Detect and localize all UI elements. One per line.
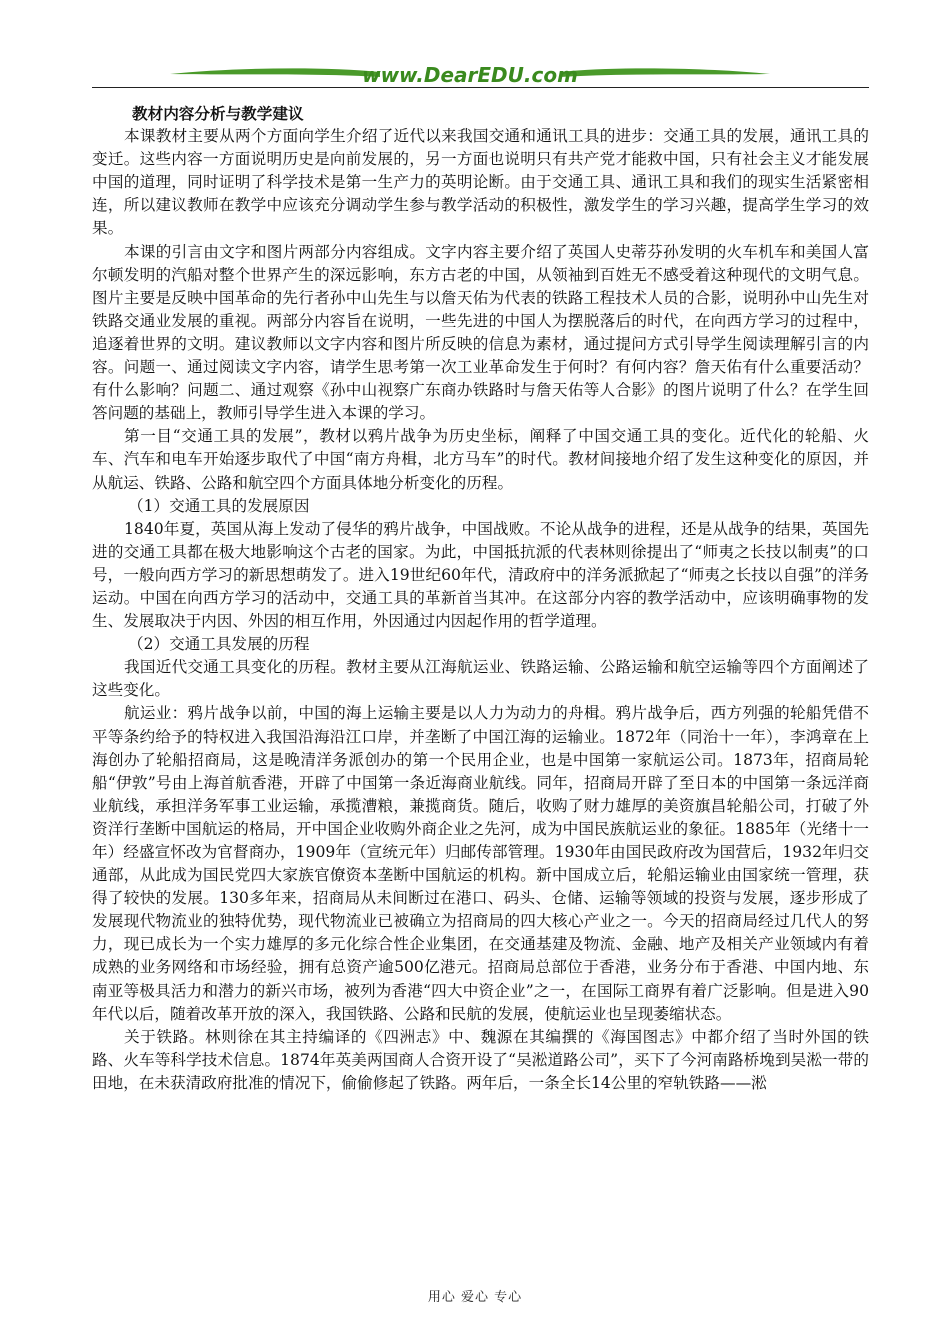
- paragraph: 关于铁路。林则徐在其主持编译的《四洲志》中、魏源在其编撰的《海国图志》中都介绍了当时外国的铁路、火车等科学技术信息。1874年英美两国商人合资开设了“吴淞道路公司”，买下了今河南路桥堍到吴淞一带的田地，在未获清政府批准的情况下，偷偷修起了铁路。两年后，一条全长14公里的窄轨铁路——淞: [92, 1027, 869, 1092]
- subheading: （1）交通工具的发展原因: [128, 496, 310, 515]
- logo-swoosh-graphic: [170, 60, 770, 90]
- paragraph: 1840年夏，英国从海上发动了侵华的鸦片战争，中国战败。不论从战争的进程，还是从战争的结果，英国先进的交通工具都在极大地影响这个古老的国家。为此，中国抵抗派的代表林则徐提出了“师夷之长技以制夷”的口号，一般向西方学习的新思想萌发了。进入19世纪60年代，清政府中的洋务派掀起了“师夷之长技以自强”的洋务运动。中国在向西方学习的活动中，交通工具的革新首当其冲。在这部分内容的教学活动中，应该明确事物的发生、发展取决于内因、外因的相互作用，外因通过内因起作用的哲学道理。: [92, 519, 869, 631]
- document-body: [92, 102, 869, 1095]
- paragraph: 航运业：鸦片战争以前，中国的海上运输主要是以人力为动力的舟楫。鸦片战争后，西方列强的轮船凭借不平等条约给予的特权进入我国沿海沿江口岸，并垄断了中国江海的运输业。1872年（同治十一年），李鸿章在上海创办了轮船招商局，这是晚清洋务派创办的第一个民用企业，也是中国第一家航运公司。1873年，招商局轮船“伊敦”号由上海首航香港，开辟了中国第一条近海商业航线。同年，招商局开辟了至日本的中国第一条远洋商业航线，承担洋务军事工业运输，承揽漕粮，兼揽商货。随后，收购了财力雄厚的美资旗昌轮船公司，打破了外资洋行垄断中国航运的格局，开中国企业收购外商企业之先河，成为中国民族航运业的象征。1885年（光绪十一年）经盛宣怀改为官督商办，1909年（宣统元年）归邮传部管理。1930年由国民政府改为国营后，1932年归交通部，从此成为国民党四大家族官僚资本垄断中国航运的机构。新中国成立后，轮船运输业由国家统一管理，获得了较快的发展。130多年来，招商局从未间断过在港口、码头、仓储、运输等领域的投资与发展，逐步形成了发展现代物流业的独特优势，现代物流业已被确立为招商局的四大核心产业之一。今天的招商局经过几代人的努力，现已成长为一个实力雄厚的多元化综合性企业集团，在交通基建及物流、金融、地产及相关产业领域内有着成熟的业务网络和市场经验，拥有总资产逾500亿港元。招商局总部位于香港，业务分布于香港、中国内地、东南亚等极具活力和潜力的新兴市场，被列为香港“四大中资企业”之一，在国际工商界有着广泛影响。但是进入90年代以后，随着改革开放的深入，我国铁路、公路和民航的发展，使航运业也呈现萎缩状态。: [92, 704, 869, 1023]
- paragraph: 本课教材主要从两个方面向学生介绍了近代以来我国交通和通讯工具的进步：交通工具的发展，通讯工具的变迁。这些内容一方面说明历史是向前发展的，另一方面也说明只有共产党才能救中国，只有社会主义才能发展中国的道理，同时证明了科学技术是第一生产力的英明论断。由于交通工具、通讯工具和我们的现实生活紧密相连，所以建议教师在教学中应该充分调动学生参与教学活动的积极性，激发学生的学习兴趣，提高学生学习的效果。: [92, 127, 869, 238]
- section-heading: 教材内容分析与教学建议: [132, 104, 304, 123]
- paragraph: 第一目“交通工具的发展”，教材以鸦片战争为历史坐标，阐释了中国交通工具的变化。近代化的轮船、火车、汽车和电车开始逐步取代了中国“南方舟楫，北方马车”的时代。教材间接地介绍了发生这种变化的原因，并从航运、铁路、公路和航空四个方面具体地分析变化的历程。: [92, 427, 869, 492]
- paragraph: 本课的引言由文字和图片两部分内容组成。文字内容主要介绍了英国人史蒂芬孙发明的火车机车和美国人富尔顿发明的汽船对整个世界产生的深远影响，东方古老的中国，从领袖到百姓无不感受着这种现代的文明气息。图片主要是反映中国革命的先行者孙中山先生与以詹天佑为代表的铁路工程技术人员的合影，说明孙中山先生对铁路交通业发展的重视。两部分内容旨在说明，一些先进的中国人为摆脱落后的时代，在向西方学习的过程中，追逐着世界的文明。建议教师以文字内容和图片所反映的信息为素材，通过提问方式引导学生阅读理解引言的内容。问题一、通过阅读文字内容，请学生思考第一次工业革命发生于何时？有何内容？詹天佑有什么重要活动？有什么影响？问题二、通过观察《孙中山视察广东商办铁路时与詹天佑等人合影》的图片说明了什么？在学生回答问题的基础上，教师引导学生进入本课的学习。: [92, 242, 869, 423]
- header-rule: [92, 87, 869, 88]
- page-footer: 用心 爱心 专心: [427, 1290, 523, 1305]
- paragraph: 我国近代交通工具变化的历程。教材主要从江海航运业、铁路运输、公路运输和航空运输等四个方面阐述了这些变化。: [92, 658, 869, 700]
- subheading: （2）交通工具发展的历程: [128, 635, 310, 654]
- header-logo-banner: [170, 60, 770, 90]
- logo-text: www.DearEDU.com: [362, 63, 578, 87]
